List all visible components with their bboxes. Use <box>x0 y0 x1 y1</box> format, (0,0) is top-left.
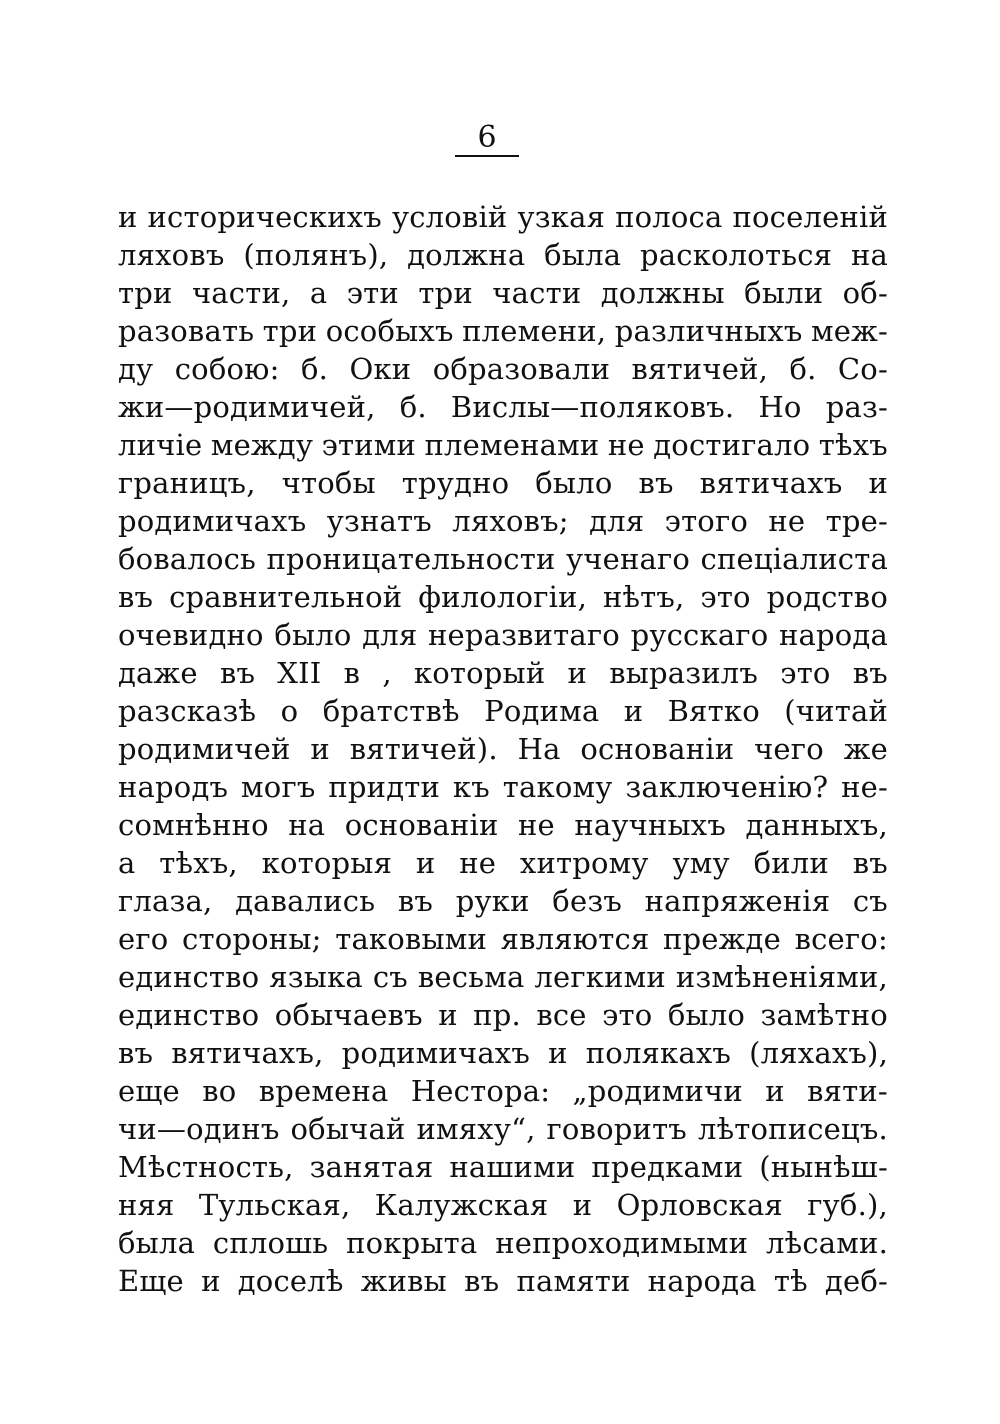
word: въ <box>852 846 888 880</box>
word: губ.), <box>807 1188 888 1222</box>
text-line <box>118 1148 888 1186</box>
body-text <box>118 198 888 1300</box>
word: единство <box>118 960 260 994</box>
word: личіе <box>118 428 203 462</box>
word: являются <box>500 922 650 956</box>
word: памяти <box>516 1264 631 1298</box>
word: сплошь <box>212 1226 329 1260</box>
word: Вислы—поляковъ. <box>450 390 735 424</box>
word: полоса <box>615 200 723 234</box>
word: легкими <box>534 960 666 994</box>
word: узнатъ <box>326 504 432 538</box>
word: б. <box>399 390 427 424</box>
text-line <box>118 1262 888 1300</box>
word: родимичахъ <box>341 1036 531 1070</box>
page-number: 6 <box>477 120 497 155</box>
word: напряженія <box>644 884 831 918</box>
word: деб- <box>824 1264 888 1298</box>
word: къ <box>452 770 490 804</box>
word: было <box>274 618 352 652</box>
word: данныхъ, <box>745 808 888 842</box>
word: проницательности <box>266 542 556 576</box>
word: условій <box>391 200 508 234</box>
word: чи—одинъ <box>118 1112 280 1146</box>
word: хитрому <box>519 846 649 880</box>
word: могъ <box>241 770 316 804</box>
text-line <box>118 236 888 274</box>
text-line <box>118 1110 888 1148</box>
word: Калужская <box>374 1188 549 1222</box>
word: народа <box>647 1264 757 1298</box>
word: На <box>517 732 561 766</box>
word: тѣ <box>773 1264 808 1298</box>
word: три <box>262 314 318 348</box>
text-line <box>118 920 888 958</box>
word: этого <box>664 504 749 538</box>
word: спеціалиста <box>700 542 888 576</box>
word: въ <box>852 656 888 690</box>
word: таковыми <box>335 922 488 956</box>
word: и <box>310 732 330 766</box>
word: заключенію? <box>625 770 829 804</box>
word: узкая <box>517 200 606 234</box>
word: жи—родимичей, <box>118 390 376 424</box>
word: родство <box>766 580 888 614</box>
word: была <box>118 1226 196 1260</box>
word: трудно <box>401 466 510 500</box>
word: ляховъ <box>118 238 225 272</box>
word: всего: <box>794 922 888 956</box>
word: Вятко <box>667 694 760 728</box>
text-line <box>118 198 888 236</box>
word: б. <box>789 352 817 386</box>
word: родимичей <box>118 732 291 766</box>
word: съ <box>852 884 888 918</box>
word: (ляхахъ), <box>749 1036 888 1070</box>
text-line <box>118 616 888 654</box>
word: чего <box>754 732 824 766</box>
word: XII <box>277 656 322 690</box>
word: Орловская <box>616 1188 783 1222</box>
word: Родима <box>484 694 600 728</box>
word: Со- <box>837 352 888 386</box>
word: который <box>413 656 546 690</box>
word: вятичахъ <box>699 466 843 500</box>
word: и <box>765 1074 785 1108</box>
word: полякахъ <box>585 1036 732 1070</box>
word: братствѣ <box>322 694 460 728</box>
word: для <box>589 504 645 538</box>
word: народа <box>778 618 888 652</box>
word: а <box>118 846 136 880</box>
text-line <box>118 578 888 616</box>
word: историческихъ <box>147 200 382 234</box>
word: еще <box>118 1074 180 1108</box>
word: не <box>768 504 806 538</box>
word: весьма <box>417 960 525 994</box>
word: народъ <box>118 770 229 804</box>
word: выразилъ <box>609 656 759 690</box>
word: въ <box>118 1036 154 1070</box>
word: его <box>118 922 169 956</box>
text-line <box>118 692 888 730</box>
word: основаніи <box>580 732 735 766</box>
word: и <box>868 466 888 500</box>
word: замѣтно <box>760 998 888 1032</box>
text-line <box>118 882 888 920</box>
word: этими <box>321 428 417 462</box>
word: въ <box>464 1264 500 1298</box>
word: имяху“, <box>416 1112 536 1146</box>
text-line <box>118 844 888 882</box>
word: было <box>535 466 613 500</box>
text-line <box>118 1186 888 1224</box>
word: давались <box>235 884 376 918</box>
word: границъ, <box>118 466 256 500</box>
text-line <box>118 388 888 426</box>
word: съ <box>372 960 408 994</box>
word: и <box>572 1188 593 1222</box>
word: и <box>567 656 588 690</box>
word: между <box>210 428 314 462</box>
word: не <box>459 846 497 880</box>
text-line <box>118 996 888 1034</box>
word: непроходимыми <box>495 1226 749 1260</box>
word: Нестора: <box>410 1074 551 1108</box>
word: на <box>850 238 888 272</box>
word: это <box>602 998 653 1032</box>
word: основаніи <box>344 808 499 842</box>
word: на <box>288 808 326 842</box>
word: которыя <box>261 846 393 880</box>
word: части <box>492 276 582 310</box>
word: даже <box>118 656 198 690</box>
word: „родимичи <box>572 1074 743 1108</box>
word: и <box>623 694 644 728</box>
word: Но <box>758 390 802 424</box>
word: лѣсами. <box>766 1226 888 1260</box>
word: вятичей). <box>349 732 498 766</box>
text-line <box>118 350 888 388</box>
word: тре- <box>825 504 888 538</box>
word: стороны; <box>182 922 322 956</box>
word: Мѣстность, <box>118 1150 294 1184</box>
word: разсказѣ <box>118 694 257 728</box>
word: обычаевъ <box>274 998 423 1032</box>
word: о <box>280 694 299 728</box>
word: собою: <box>174 352 280 386</box>
word: прежде <box>663 922 781 956</box>
word: (читай <box>784 694 888 728</box>
word: а <box>309 276 328 310</box>
word: языка <box>269 960 363 994</box>
text-line <box>118 806 888 844</box>
word: вятичахъ, <box>171 1036 324 1070</box>
text-line <box>118 958 888 996</box>
word: ляховъ; <box>452 504 569 538</box>
word: вяти- <box>807 1074 888 1108</box>
word: особыхъ <box>325 314 454 348</box>
word: об- <box>842 276 888 310</box>
word: обычай <box>290 1112 406 1146</box>
word: глаза, <box>118 884 213 918</box>
word: и <box>201 1264 221 1298</box>
word: руки <box>455 884 530 918</box>
text-line <box>118 502 888 540</box>
word: достигало <box>653 428 811 462</box>
word: бовалось <box>118 542 257 576</box>
word: не <box>517 808 555 842</box>
text-line <box>118 730 888 768</box>
word: же <box>843 732 888 766</box>
word: расколоться <box>640 238 833 272</box>
word: и <box>438 998 458 1032</box>
word: русскаго <box>630 618 769 652</box>
word: неразвитаго <box>427 618 620 652</box>
text-line <box>118 274 888 312</box>
word: все <box>536 998 587 1032</box>
word: во <box>202 1074 237 1108</box>
word: лѣтописецъ. <box>697 1112 888 1146</box>
word: говоритъ <box>546 1112 687 1146</box>
word: уму <box>672 846 730 880</box>
word: единство <box>118 998 260 1032</box>
word: меж- <box>811 314 888 348</box>
word: тѣхъ <box>818 428 888 462</box>
word: Еще <box>118 1264 184 1298</box>
text-line <box>118 464 888 502</box>
word: вятичей, <box>631 352 769 386</box>
word: три <box>418 276 473 310</box>
word: (нынѣш- <box>759 1150 888 1184</box>
text-line <box>118 540 888 578</box>
word: племени, <box>462 314 607 348</box>
word: филологіи, <box>418 580 588 614</box>
word: Тульская, <box>198 1188 351 1222</box>
word: должны <box>600 276 725 310</box>
text-line <box>118 1224 888 1262</box>
word: в <box>343 656 361 690</box>
word: поселеній <box>732 200 888 234</box>
word: времена <box>258 1074 389 1108</box>
word: различныхъ <box>614 314 803 348</box>
word: тѣхъ, <box>159 846 238 880</box>
text-line <box>118 426 888 464</box>
word: придти <box>328 770 441 804</box>
word: и <box>548 1036 568 1070</box>
word: няя <box>118 1188 175 1222</box>
word: разовать <box>118 314 255 348</box>
word: занятая <box>309 1150 434 1184</box>
word: доселѣ <box>237 1264 344 1298</box>
text-line <box>118 1072 888 1110</box>
word: была <box>544 238 622 272</box>
word: (полянъ), <box>243 238 389 272</box>
word: нѣтъ, <box>602 580 685 614</box>
word: въ <box>219 656 256 690</box>
word: Оки <box>349 352 412 386</box>
word: безъ <box>552 884 622 918</box>
word: пр. <box>473 998 521 1032</box>
word: части, <box>191 276 291 310</box>
text-line <box>118 768 888 806</box>
word: и <box>415 846 436 880</box>
word: били <box>753 846 829 880</box>
word: б. <box>300 352 329 386</box>
page-number-rule <box>455 155 519 157</box>
word: измѣненіями, <box>675 960 888 994</box>
word: въ <box>118 580 154 614</box>
word: предками <box>591 1150 744 1184</box>
word: это <box>780 656 831 690</box>
word: ученаго <box>565 542 691 576</box>
text-line <box>118 654 888 692</box>
word: ду <box>118 352 154 386</box>
word: эти <box>346 276 399 310</box>
word: покрыта <box>346 1226 478 1260</box>
word: очевидно <box>118 618 264 652</box>
text-line <box>118 1034 888 1072</box>
word: такому <box>502 770 613 804</box>
word: и <box>118 200 138 234</box>
word: научныхъ <box>574 808 726 842</box>
word: въ <box>638 466 674 500</box>
word: три <box>118 276 173 310</box>
word: были <box>744 276 824 310</box>
word: не <box>607 428 645 462</box>
word: чтобы <box>281 466 376 500</box>
word: въ <box>397 884 434 918</box>
word: должна <box>407 238 526 272</box>
word: раз- <box>825 390 888 424</box>
text-line <box>118 312 888 350</box>
word: нашими <box>449 1150 576 1184</box>
word: было <box>667 998 746 1032</box>
word: это <box>700 580 751 614</box>
word: , <box>382 656 392 690</box>
word: родимичахъ <box>118 504 307 538</box>
word: не- <box>841 770 888 804</box>
word: образовали <box>432 352 611 386</box>
word: для <box>362 618 418 652</box>
word: живы <box>360 1264 447 1298</box>
word: сомнѣнно <box>118 808 269 842</box>
word: сравнительной <box>169 580 403 614</box>
word: племенами <box>424 428 600 462</box>
